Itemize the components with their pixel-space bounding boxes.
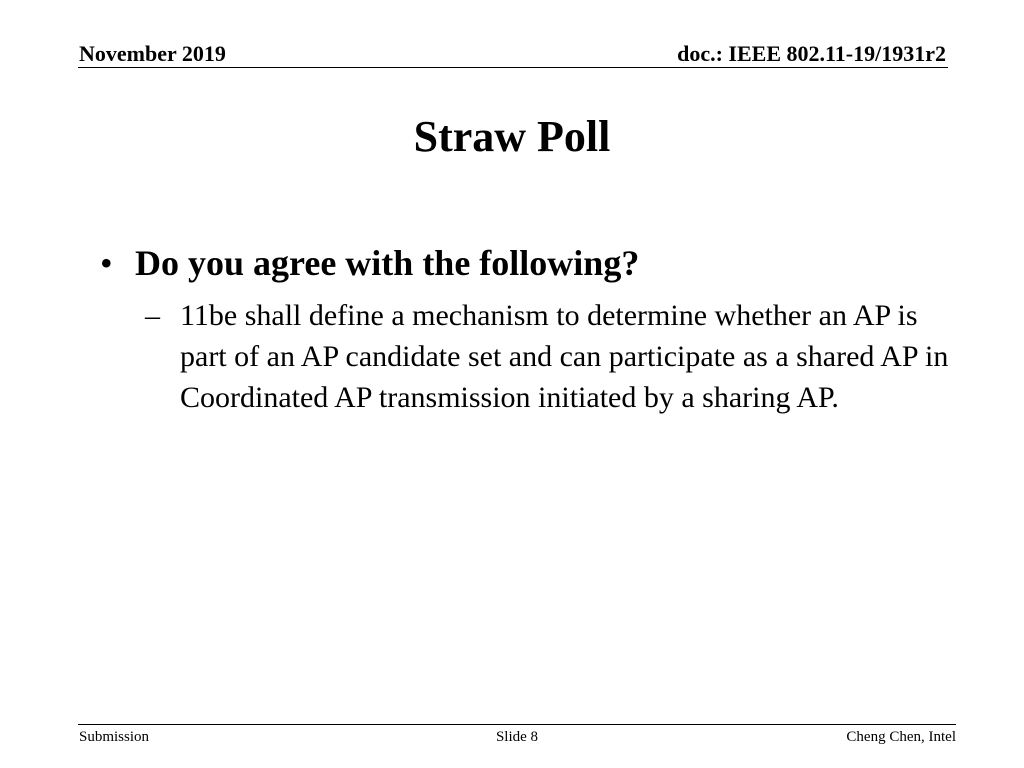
header-doc-id: doc.: IEEE 802.11-19/1931r2 xyxy=(677,41,946,66)
footer-divider xyxy=(78,724,956,725)
bullet-text: Do you agree with the following? xyxy=(135,243,640,283)
sub-bullet-marker: – xyxy=(145,299,160,332)
footer-slide-number: Slide 8 xyxy=(495,729,539,745)
footer-submission: Submission xyxy=(79,729,150,745)
footer-author: Cheng Chen, Intel xyxy=(846,729,956,745)
header-date: November 2019 xyxy=(79,41,226,66)
header-divider xyxy=(78,67,948,68)
slide-title: Straw Poll xyxy=(413,112,611,161)
sub-bullet-text: 11be shall define a mechanism to determine whether an AP is part of an AP candidate set and can participate as a shared AP in Coordinated AP transmission initiated by a sharing AP. xyxy=(180,299,949,414)
bullet-marker: • xyxy=(100,243,113,283)
